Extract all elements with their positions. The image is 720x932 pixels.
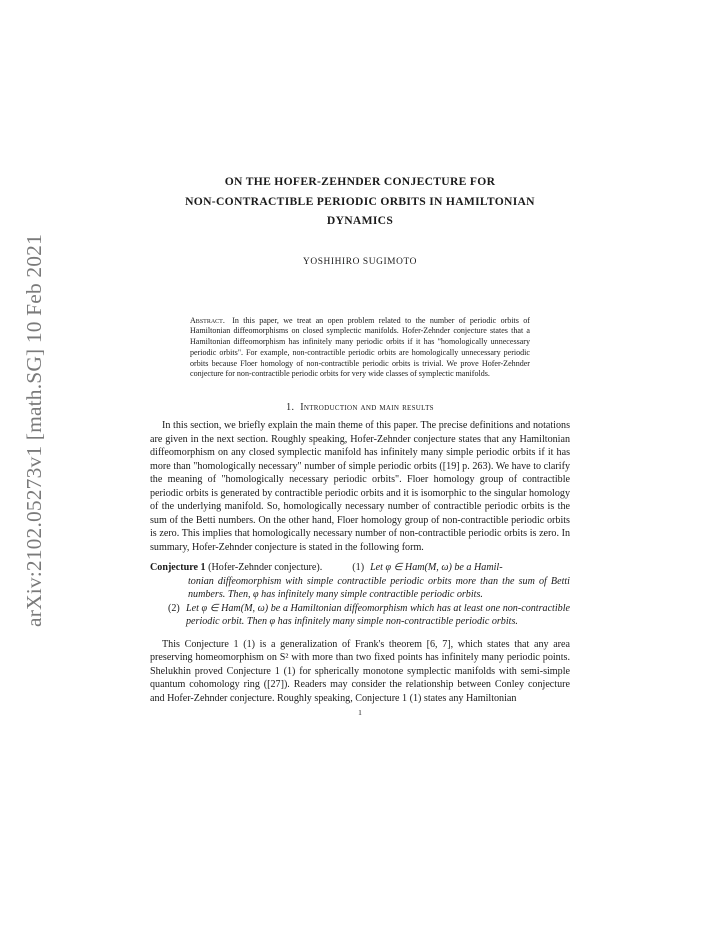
section-heading (150, 402, 570, 413)
title-line-1: ON THE HOFER-ZEHNDER CONJECTURE FOR (224, 175, 496, 188)
intro-paragraph: In this section, we briefly explain the main theme of this paper. The precise definitions and notations are given in the next section. Roughly speaking, Hofer-Zehnder conjecture states that any Hamiltonian diffeomorphism on any closed symplectic manifold has infinitely many simple periodic orbits if it has more than "homologically necessary" number of simple periodic orbits ([19] p. 263). We have to clarify the meaning of "homologically necessary periodic orbits". Floer homology group of contractible periodic orbits is generated by contractible periodic orbits and it is isomorphic to the singular homology of the underlying manifold. So, homologically necessary number of contractible periodic orbits is the sum of the Betti numbers. On the other hand, Floer homology group of non-contractible periodic orbits is zero. This implies that homologically necessary number of non-contractible periodic orbits is zero. In summary, Hofer-Zehnder conjecture is stated in the following form. (150, 420, 570, 553)
conjecture-item-2-text: Let φ ∈ Ham(M, ω) be a Hamiltonian diffeomorphism which has at least one non-contractible periodic orbit. Then φ has infinitely many simple non-contractible periodic orbits. (186, 602, 570, 628)
conjecture-item-1-continuation: tonian diffeomorphism with simple contractible periodic orbits more than the sum of Betti numbers. Then, φ has infinitely many simple contractible periodic orbits. (188, 575, 570, 601)
section-number: 1. (286, 402, 295, 414)
abstract-label: Abstract. (190, 315, 225, 325)
section-title: Introduction and main results (300, 402, 434, 414)
conjecture-label: Conjecture 1 (150, 562, 206, 574)
page-number: 1 (358, 708, 362, 718)
author-name: YOSHIHIRO SUGIMOTO (302, 256, 418, 267)
conjecture-item-1-number: (1) (352, 562, 365, 574)
conjecture-item-2-number: (2) (168, 602, 180, 614)
title-line-3: DYNAMICS (326, 214, 394, 227)
conjecture-block (150, 561, 570, 629)
conjecture-lead (150, 561, 322, 575)
paper-title (150, 172, 570, 231)
conjecture-name: (Hofer-Zehnder conjecture). (208, 562, 323, 574)
arxiv-identifier-text: arXiv:2102.05273v1 [math.SG] 10 Feb 2021 (21, 233, 46, 627)
conjecture-item-1-first-line: Let φ ∈ Ham(M, ω) be a Hamil- (370, 562, 503, 574)
arxiv-identifier-stamp (14, 210, 54, 650)
title-line-2: NON-CONTRACTIBLE PERIODIC ORBITS IN HAMILTONIAN (185, 194, 535, 208)
conjecture-item-2 (150, 602, 570, 629)
abstract (190, 316, 530, 381)
abstract-text: In this paper, we treat an open problem related to the number of periodic orbits of Hamiltonian diffeomorphisms on closed symplectic manifolds. Hofer-Zehnder conjecture states that a Hamiltonian diffeomorphism has infinitely many periodic orbits if it has "homologically unnecessary periodic orbits". For example, non-contractible periodic orbits are homologically unnecessary periodic orbits because Floer homology of non-contractible periodic orbits is trivial. We prove Hofer-Zehnder conjecture for non-contractible periodic orbits for very wide classes of symplectic manifolds. (190, 315, 530, 379)
conjecture-header-row (150, 561, 570, 575)
frank-theorem-paragraph: This Conjecture 1 (1) is a generalization of Frank's theorem [6, 7], which states that any area preserving homeomorphism on S² with more than two fixed points has infinitely many periodic points. Shelukhin proved Conjecture 1 (1) for spherically monotone symplectic manifolds with semi-simple quantum cohomology ring ([27]). Readers may consider the relationship between Conley conjecture and Hofer-Zehnder conjecture. Roughly speaking, Conjecture 1 (1) states any Hamiltonian (150, 638, 570, 704)
conjecture-gap (322, 561, 352, 575)
paper-page (150, 172, 570, 717)
